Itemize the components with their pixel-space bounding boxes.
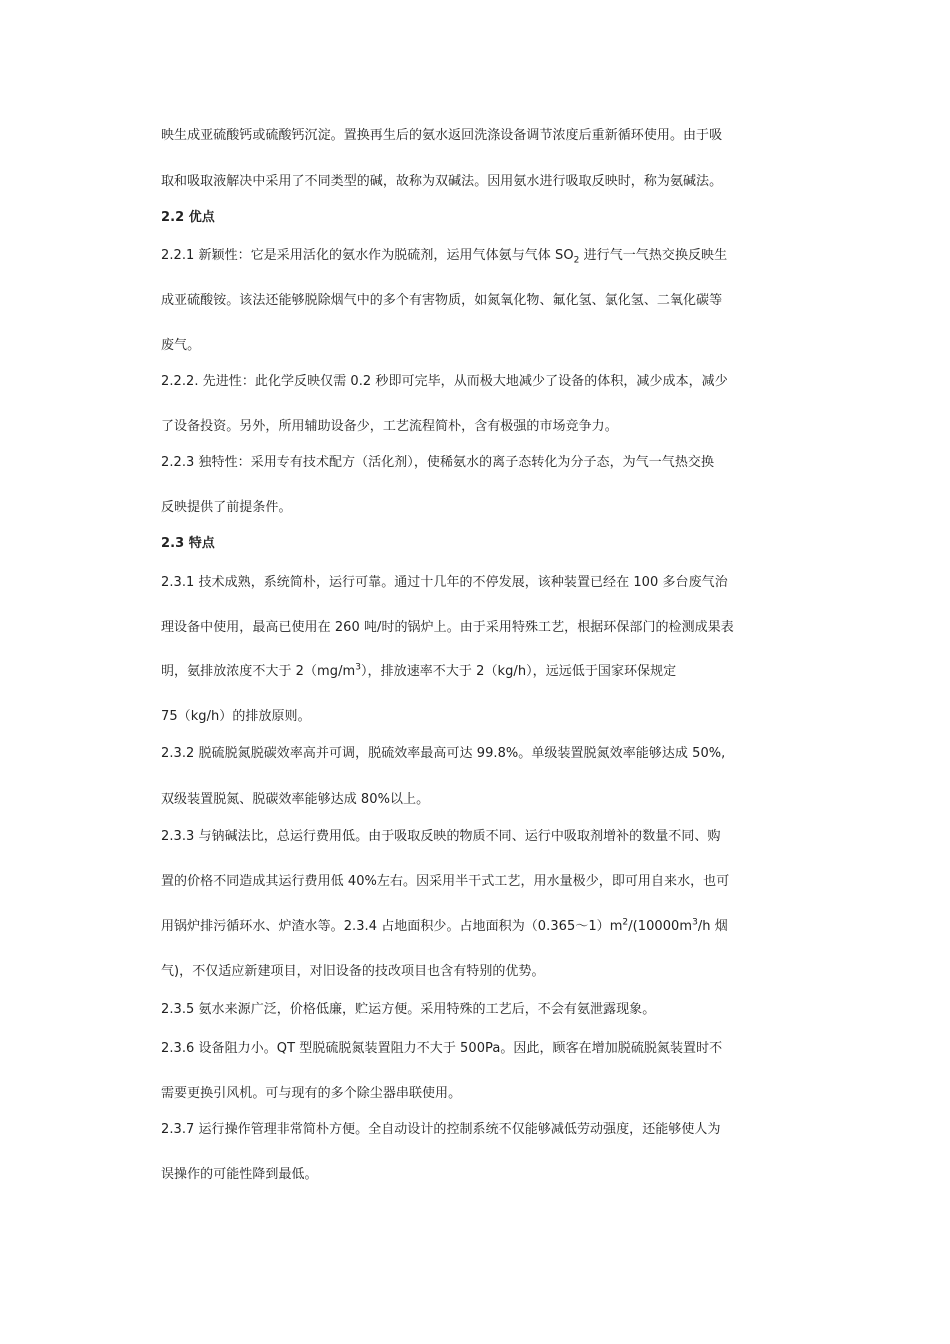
text-run: 2.2.1 新颖性：它是采用活化的氨水作为脱硫剂，运用气体氨与气体 SO	[161, 248, 574, 263]
superscript: 3	[692, 917, 698, 928]
section-heading-2-2: 2.2 优点	[161, 210, 215, 225]
paragraph-2-3-5-line-1: 2.3.5 氨水来源广泛，价格低廉，贮运方便。采用特殊的工艺后，不会有氨泄露现象。	[161, 1002, 656, 1017]
paragraph-2-3-6-line-1: 2.3.6 设备阻力小。QT 型脱硫脱氮装置阻力不大于 500Pa。因此，顾客在增加脱硫脱氮装置时不	[161, 1041, 723, 1056]
paragraph-2-3-2-line-2: 双级装置脱氮、脱碳效率能够达成 80%以上。	[161, 792, 430, 807]
text-run: /(10000m	[628, 919, 693, 934]
paragraph-2-2-3-line-1: 2.2.3 独特性：采用专有技术配方（活化剂），使稀氨水的离子态转化为分子态，为气一气热交换	[161, 455, 715, 470]
paragraph-2-3-3-line-3	[161, 918, 791, 936]
text-run: 用锅炉排污循环水、炉渣水等。2.3.4 占地面积少。占地面积为（0.365～1）m	[161, 919, 623, 934]
text-run: 进行气一气热交换反映生	[579, 248, 728, 263]
paragraph-2-2-2-line-2: 了设备投资。另外，所用辅助设备少，工艺流程简朴，含有极强的市场竞争力。	[161, 419, 618, 434]
superscript: 3	[355, 662, 361, 673]
section-heading-2-3: 2.3 特点	[161, 536, 215, 551]
paragraph-2-3-3-line-4: 气)，不仅适应新建项目，对旧设备的技改项目也含有特别的优势。	[161, 964, 545, 979]
text-run: ），排放速率不大于 2（kg/h），远远低于国家环保规定	[361, 664, 677, 679]
paragraph-2-3-1-line-3	[161, 663, 791, 681]
paragraph-2-3-3-line-2: 置的价格不同造成其运行费用低 40%左右。因采用半干式工艺，用水量极少，即可用自来水，也可	[161, 874, 730, 889]
paragraph-2-3-3-line-1: 2.3.3 与钠碱法比，总运行费用低。由于吸取反映的物质不同、运行中吸取剂增补的数量不同、购	[161, 829, 721, 844]
paragraph-2-2-1-line-3: 废气。	[161, 338, 201, 353]
paragraph-2-3-1-line-4: 75（kg/h）的排放原则。	[161, 709, 311, 724]
text-run: 明，氨排放浓度不大于 2（mg/m	[161, 664, 356, 679]
paragraph-2-3-2-line-1: 2.3.2 脱硫脱氮脱碳效率高并可调，脱硫效率最高可达 99.8%。单级装置脱氮效率能够达成 50%,	[161, 746, 726, 761]
paragraph-2-2-1-line-1	[161, 247, 791, 265]
paragraph-2-3-7-line-2: 误操作的可能性降到最低。	[161, 1167, 318, 1182]
paragraph-2-2-1-line-2: 成亚硫酸铵。该法还能够脱除烟气中的多个有害物质，如氮氧化物、氟化氢、氯化氢、二氧化碳等	[161, 293, 723, 308]
intro-line-1: 映生成亚硫酸钙或硫酸钙沉淀。置换再生后的氨水返回洗涤设备调节浓度后重新循环使用。由于吸	[161, 128, 723, 143]
paragraph-2-2-2-line-1: 2.2.2. 先进性：此化学反映仅需 0.2 秒即可完毕，从而极大地减少了设备的体积，减少成本，减少	[161, 374, 728, 389]
paragraph-2-3-6-line-2: 需要更换引风机。可与现有的多个除尘器串联使用。	[161, 1086, 462, 1101]
subscript: 2	[573, 255, 580, 266]
paragraph-2-2-3-line-2: 反映提供了前提条件。	[161, 500, 292, 515]
intro-line-2: 取和吸取液解决中采用了不同类型的碱，故称为双碱法。因用氨水进行吸取反映时，称为氨碱法。	[161, 174, 723, 189]
text-run: /h 烟	[697, 919, 728, 934]
paragraph-2-3-1-line-1: 2.3.1 技术成熟，系统简朴，运行可靠。通过十几年的不停发展，该种装置已经在 100 多台废气治	[161, 575, 728, 590]
paragraph-2-3-7-line-1: 2.3.7 运行操作管理非常简朴方便。全自动设计的控制系统不仅能够减低劳动强度，还能够使人为	[161, 1122, 721, 1137]
paragraph-2-3-1-line-2: 理设备中使用，最高已使用在 260 吨/时的锅炉上。由于采用特殊工艺，根据环保部门的检测成果表	[161, 620, 734, 635]
superscript: 2	[622, 917, 629, 928]
